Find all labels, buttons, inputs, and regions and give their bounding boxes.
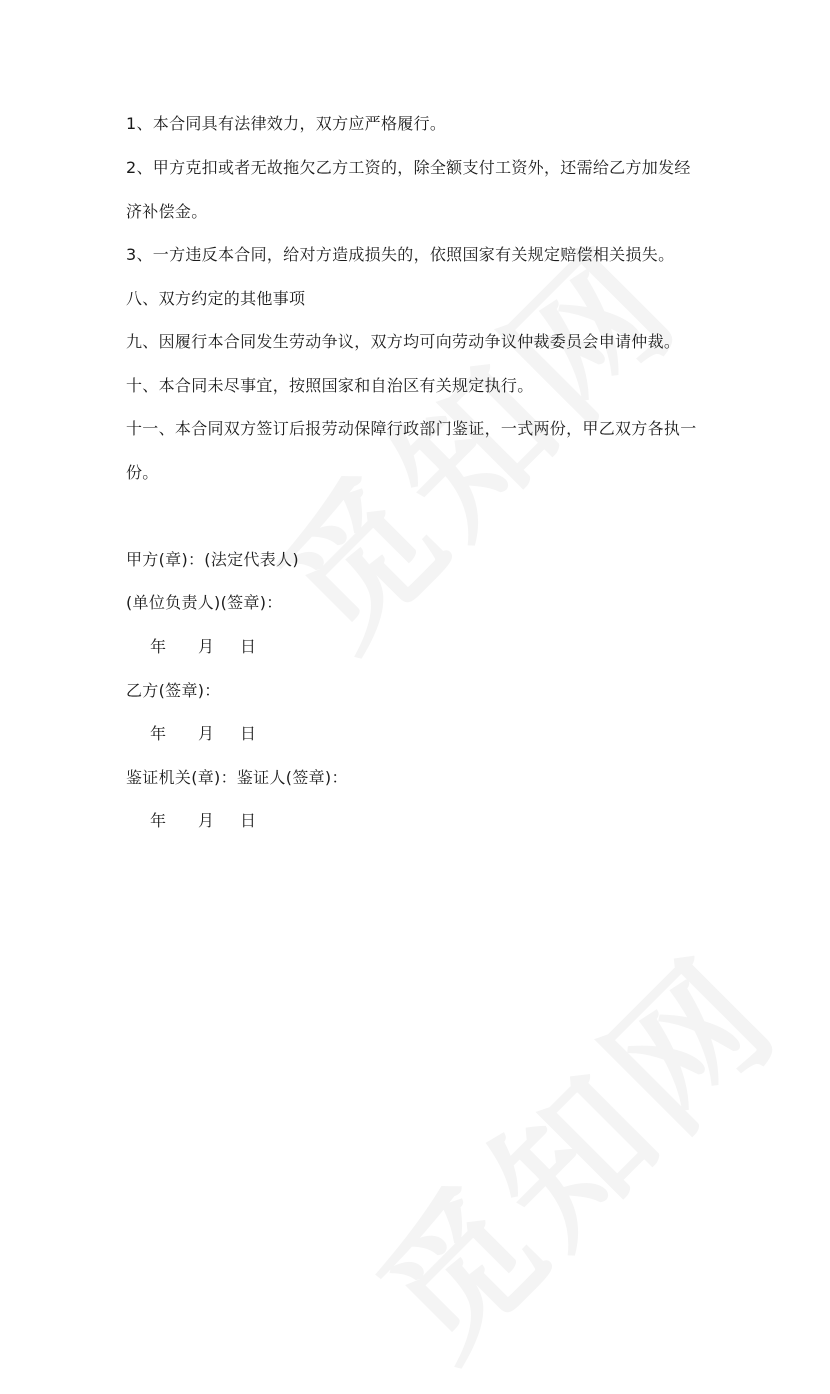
date-year: 年 bbox=[150, 637, 167, 656]
date-year: 年 bbox=[150, 724, 167, 743]
date-line-1 bbox=[150, 636, 264, 658]
authority-signature: 鉴证机关(章)：鉴证人(签章)： bbox=[126, 768, 348, 787]
section-8-heading: 八、双方约定的其他事项 bbox=[126, 289, 306, 308]
date-month: 月 bbox=[198, 811, 215, 830]
party-b-signature: 乙方(签章)： bbox=[126, 681, 221, 700]
watermark-bottom bbox=[324, 902, 816, 1394]
date-year: 年 bbox=[150, 811, 167, 830]
date-month: 月 bbox=[198, 724, 215, 743]
date-line-3 bbox=[150, 810, 264, 832]
clause-2-line-1: 2、甲方克扣或者无故拖欠乙方工资的，除全额支付工资外，还需给乙方加发经 bbox=[126, 158, 691, 177]
section-9: 九、因履行本合同发生劳动争议，双方均可向劳动争议仲裁委员会申请仲裁。 bbox=[126, 332, 681, 351]
date-month: 月 bbox=[198, 637, 215, 656]
date-day: 日 bbox=[240, 724, 257, 743]
date-day: 日 bbox=[240, 637, 257, 656]
party-a-signature: 甲方(章)：(法定代表人) bbox=[126, 550, 299, 569]
unit-leader-signature: (单位负责人)(签章)： bbox=[126, 593, 283, 612]
clause-3: 3、一方违反本合同，给对方造成损失的，依照国家有关规定赔偿相关损失。 bbox=[126, 245, 675, 264]
date-day: 日 bbox=[240, 811, 257, 830]
section-11-line-2: 份。 bbox=[126, 463, 159, 482]
date-line-2 bbox=[150, 723, 264, 745]
section-11-line-1: 十一、本合同双方签订后报劳动保障行政部门鉴证，一式两份，甲乙双方各执一 bbox=[126, 419, 697, 438]
clause-2-line-2: 济补偿金。 bbox=[126, 202, 208, 221]
section-10: 十、本合同未尽事宜，按照国家和自治区有关规定执行。 bbox=[126, 376, 534, 395]
clause-1: 1、本合同具有法律效力，双方应严格履行。 bbox=[126, 114, 447, 133]
